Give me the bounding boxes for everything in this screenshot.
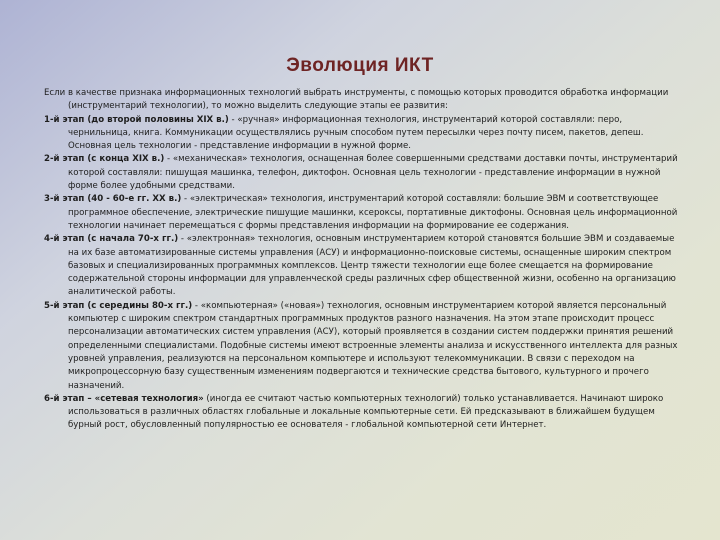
stage-paragraph-2 [44, 153, 680, 193]
slide-body [44, 87, 680, 433]
stage-text: - «механическая» технология, оснащенная более совершенными средствами доставки почты, инструментарий которой составляли: пишущая машинка, телефон, диктофон. Основная цель технологии - представление информации в нужной форме более удобными средствами. [68, 154, 678, 192]
stage-text: - «электрическая» технология, инструментарий которой составляли: большие ЭВМ и соответствующее программное обеспечение, электрические пишущие машинки, ксероксы, портативные диктофоны. Основная цель информационной технологии начинает перемещаться с формы представления информации на формирование ее содержания. [68, 194, 678, 231]
stage-label: 2-й этап (с конца XIX в.) [44, 154, 165, 165]
stage-label: 6-й этап – «сетевая технология» [44, 393, 204, 404]
stage-label: 1-й этап (до второй половины XIX в.) [44, 114, 229, 125]
stage-paragraph-5 [44, 300, 680, 393]
stage-text: (иногда ее считают частью компьютерных технологий) только устанавливается. Начинают широко использоваться в различных областях глобальные и локальные компьютерные сети. Ей предсказывают в ближайшем будущем бурный рост, обусловленный популярностью ее основателя - глобальной компьютерной сети Интернет. [68, 393, 664, 431]
stage-paragraph-4 [44, 233, 680, 299]
stage-label: 4-й этап (с начала 70-х гг.) [44, 234, 179, 245]
stage-label: 3-й этап (40 - 60-е гг. XX в.) [44, 194, 182, 205]
stage-text: - «электронная» технология, основным инструментарием которой становятся большие ЭВМ и создаваемые на их базе автоматизированные системы управления (АСУ) и информационно-поисковые системы, оснащенные широким спектром базовых и специализированных программных комплексов. Центр тяжести технологии еще более смещается на формирование содержательной стороны информации для управленческой среды различных сфер общественной жизни, особенно на организацию аналитической работы. [68, 234, 676, 298]
stage-label: 5-й этап (с середины 80-х гг.) [44, 300, 193, 311]
stage-text: - «ручная» информационная технология, инструментарий которой составляли: перо, чернильница, книга. Коммуникации осуществлялись ручным способом путем пересылки через почту писем, пакетов, депеш. Основная цель технологии - представление информации в нужной форме. [68, 114, 644, 152]
stage-text: - «компьютерная» («новая») технология, основным инструментарием которой является персональный компьютер с широким спектром стандартных программных продуктов разного назначения. На этом этапе происходит процесс персонализации автоматических систем управления (АСУ), который проявляется в создании систем поддержки принятия решений определенными специалистами. Подобные системы имеют встроенные элементы анализа и искусственного интеллекта для разных уровней управления, реализуются на персональном компьютере и используют телекоммуникации. В связи с переходом на микропроцессорную базу существенным изменениям подвергаются и технические средства бытового, культурного и прочего назначений. [68, 300, 678, 391]
stage-paragraph-6 [44, 393, 680, 433]
stage-paragraph-3 [44, 193, 680, 233]
stage-paragraph-1 [44, 114, 680, 154]
intro-paragraph: Если в качестве признака информационных технологий выбрать инструменты, с помощью которых проводится обработка информации (инструментарий технологии), то можно выделить следующие этапы ее развития: [44, 88, 669, 112]
slide-title: Эволюция ИКТ [286, 55, 434, 76]
